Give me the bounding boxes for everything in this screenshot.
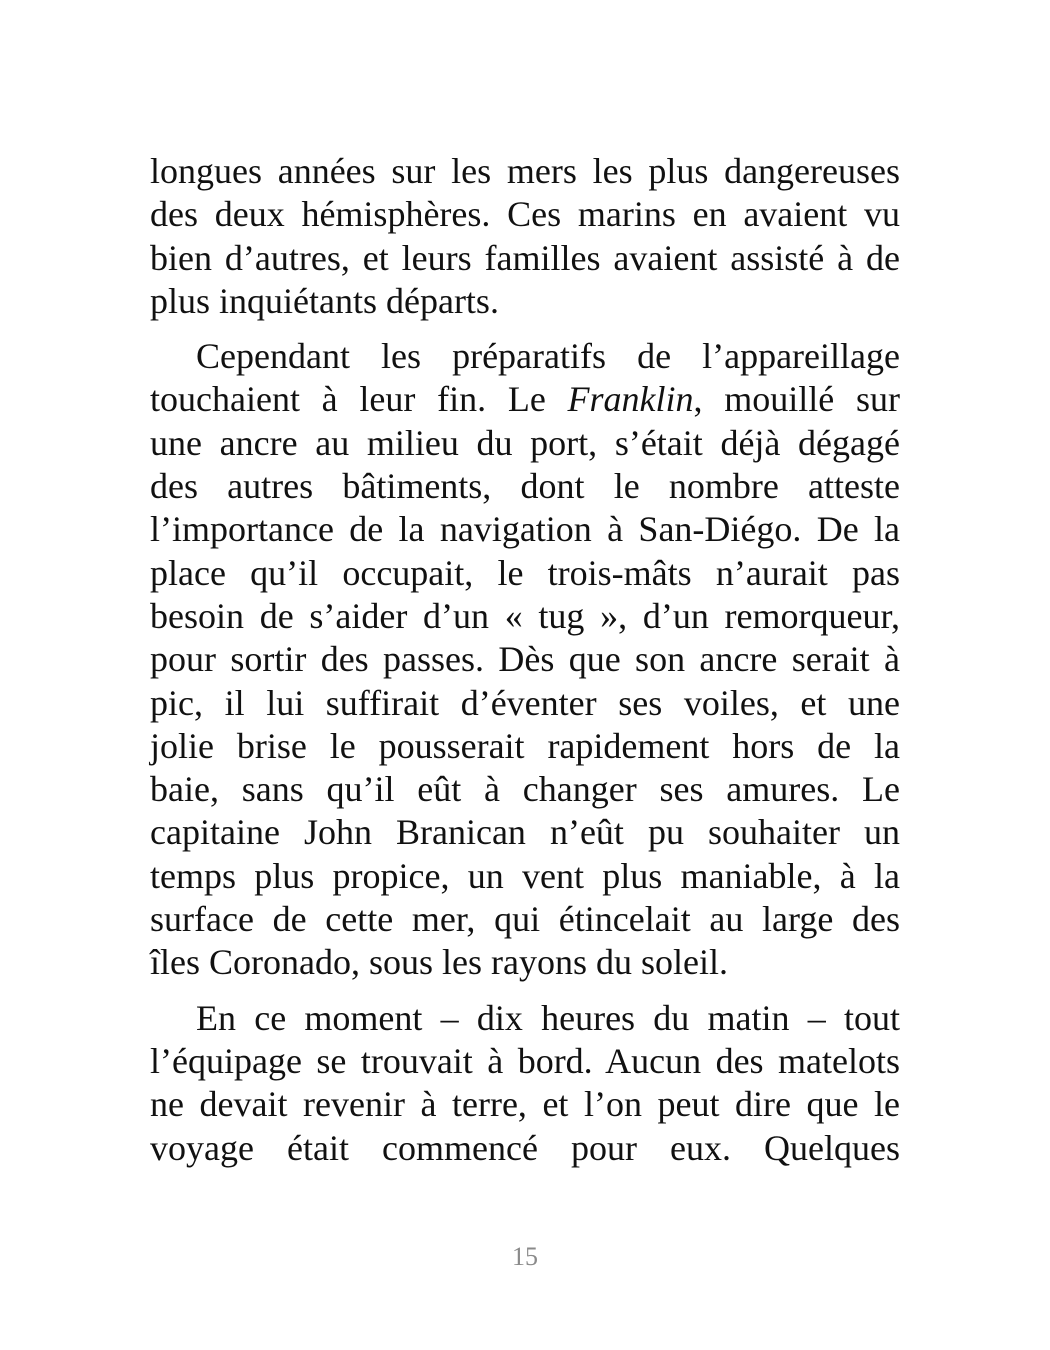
body-text <box>150 150 900 1182</box>
text-line: pour sortir des passes. Dès que son ancre serait à <box>150 639 900 680</box>
text-line: voyage était commencé pour eux. Quelques <box>150 1127 900 1168</box>
text-line: jolie brise le pousserait rapidement hors de la <box>150 725 900 766</box>
text-line: l’importance de la navigation à San-Diégo. De la <box>150 509 900 550</box>
text-line: capitaine John Branican n’eût pu souhaiter un <box>150 812 900 853</box>
text-line: une ancre au milieu du port, s’était déjà dégagé <box>150 422 900 463</box>
text-line: ne devait revenir à terre, et l’on peut dire que le <box>150 1084 900 1125</box>
page-number: 15 <box>512 1242 538 1271</box>
text-line: des deux hémisphères. Ces marins en avaient vu <box>150 194 900 235</box>
text-line: baie, sans qu’il eût à changer ses amures. Le <box>150 769 900 810</box>
text-line: Cependant les préparatifs de l’appareillage <box>196 336 900 377</box>
text-line: En ce moment – dix heures du matin – tout <box>196 997 900 1038</box>
paragraph <box>150 150 900 323</box>
italic-ship-name: Franklin <box>567 379 694 420</box>
text-line: longues années sur les mers les plus dangereuses <box>150 151 900 191</box>
text-line: temps plus propice, un vent plus maniable, à la <box>150 855 900 896</box>
text-line: touchaient à leur fin. Le Franklin, mouillé sur <box>150 379 900 420</box>
text-line: besoin de s’aider d’un « tug », d’un remorqueur, <box>150 595 900 636</box>
paragraph <box>150 997 900 1170</box>
text-line: bien d’autres, et leurs familles avaient assisté à de <box>150 237 900 278</box>
text-line: surface de cette mer, qui étincelait au large des <box>150 899 900 940</box>
text-line: des autres bâtiments, dont le nombre atteste <box>150 466 900 507</box>
paragraph <box>150 335 900 984</box>
text-line: l’équipage se trouvait à bord. Aucun des matelots <box>150 1040 900 1081</box>
text-line: îles Coronado, sous les rayons du soleil. <box>150 942 728 983</box>
text-line: plus inquiétants départs. <box>150 280 499 321</box>
text-line: pic, il lui suffirait d’éventer ses voiles, et une <box>150 682 900 723</box>
text-line: place qu’il occupait, le trois-mâts n’aurait pas <box>150 552 900 593</box>
